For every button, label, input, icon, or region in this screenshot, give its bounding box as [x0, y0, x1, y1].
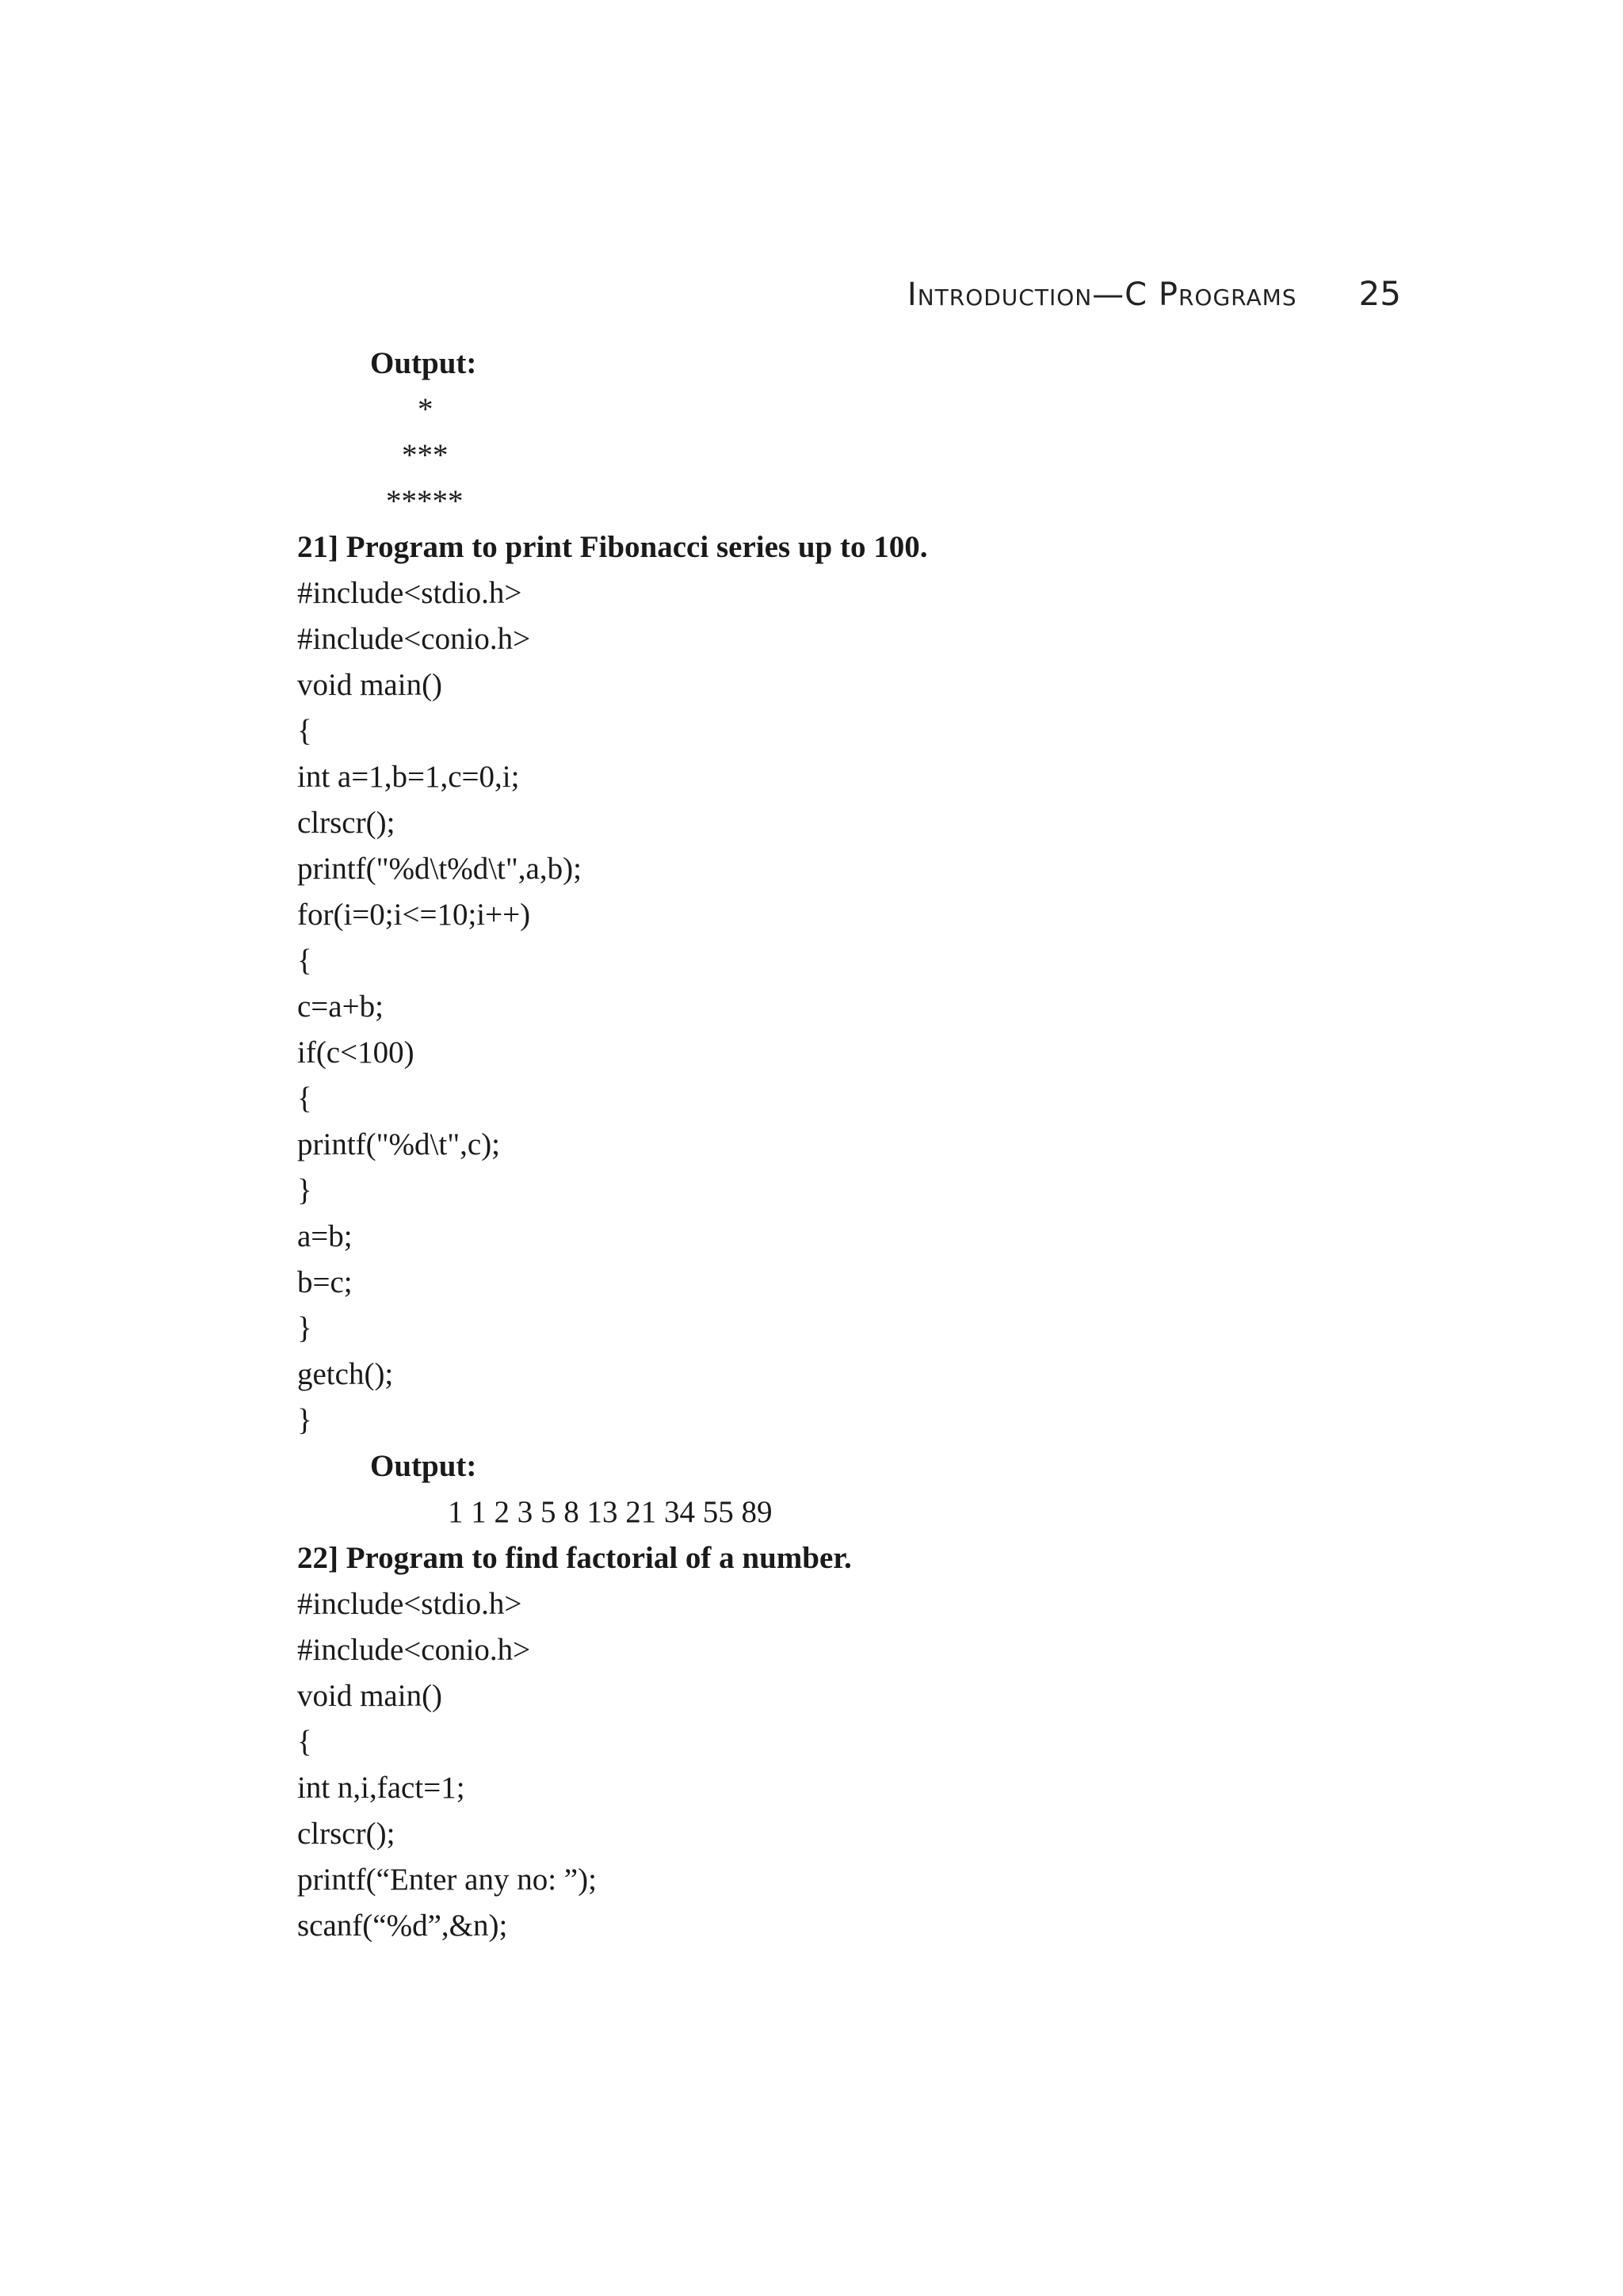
- code-line: a=b;: [297, 1219, 353, 1253]
- output-label: Output:: [370, 1449, 477, 1483]
- code-line: {: [297, 714, 312, 748]
- code-line: {: [297, 1725, 312, 1759]
- code-line: scanf(“%d”,&n);: [297, 1909, 508, 1943]
- page-content: [297, 341, 1407, 1949]
- code-line: printf("%d\t",c);: [297, 1127, 501, 1161]
- code-line: }: [297, 1173, 312, 1207]
- code-line: clrscr();: [297, 1817, 395, 1851]
- code-line: for(i=0;i<=10;i++): [297, 898, 531, 932]
- code-line: c=a+b;: [297, 990, 384, 1024]
- code-line: b=c;: [297, 1265, 353, 1299]
- output-line: *****: [386, 484, 464, 518]
- output-line: *: [418, 392, 433, 426]
- code-line: void main(): [297, 668, 443, 702]
- output-label: Output:: [370, 346, 477, 380]
- code-line: {: [297, 944, 312, 978]
- code-line: int a=1,b=1,c=0,i;: [297, 760, 520, 794]
- code-line: if(c<100): [297, 1035, 414, 1070]
- program-heading: 22] Program to find factorial of a number.: [297, 1541, 852, 1575]
- code-line: }: [297, 1311, 312, 1345]
- code-line: #include<stdio.h>: [297, 576, 522, 610]
- code-line: int n,i,fact=1;: [297, 1771, 465, 1805]
- output-line: ***: [402, 438, 449, 472]
- code-line: getch();: [297, 1357, 394, 1391]
- output-line: 1 1 2 3 5 8 13 21 34 55 89: [448, 1495, 773, 1529]
- program-heading: 21] Program to print Fibonacci series up to 100.: [297, 530, 928, 564]
- code-line: void main(): [297, 1679, 443, 1713]
- code-line: #include<conio.h>: [297, 622, 531, 656]
- code-line: printf(“Enter any no: ”);: [297, 1863, 597, 1897]
- code-line: #include<conio.h>: [297, 1633, 531, 1667]
- code-line: printf("%d\t%d\t",a,b);: [297, 852, 582, 886]
- running-title: Introduction—C Programs: [907, 277, 1297, 313]
- code-line: {: [297, 1081, 312, 1116]
- code-line: #include<stdio.h>: [297, 1587, 522, 1621]
- code-line: clrscr();: [297, 806, 395, 840]
- running-head: [907, 274, 1401, 313]
- code-line: }: [297, 1403, 312, 1437]
- page-number: 25: [1358, 274, 1401, 313]
